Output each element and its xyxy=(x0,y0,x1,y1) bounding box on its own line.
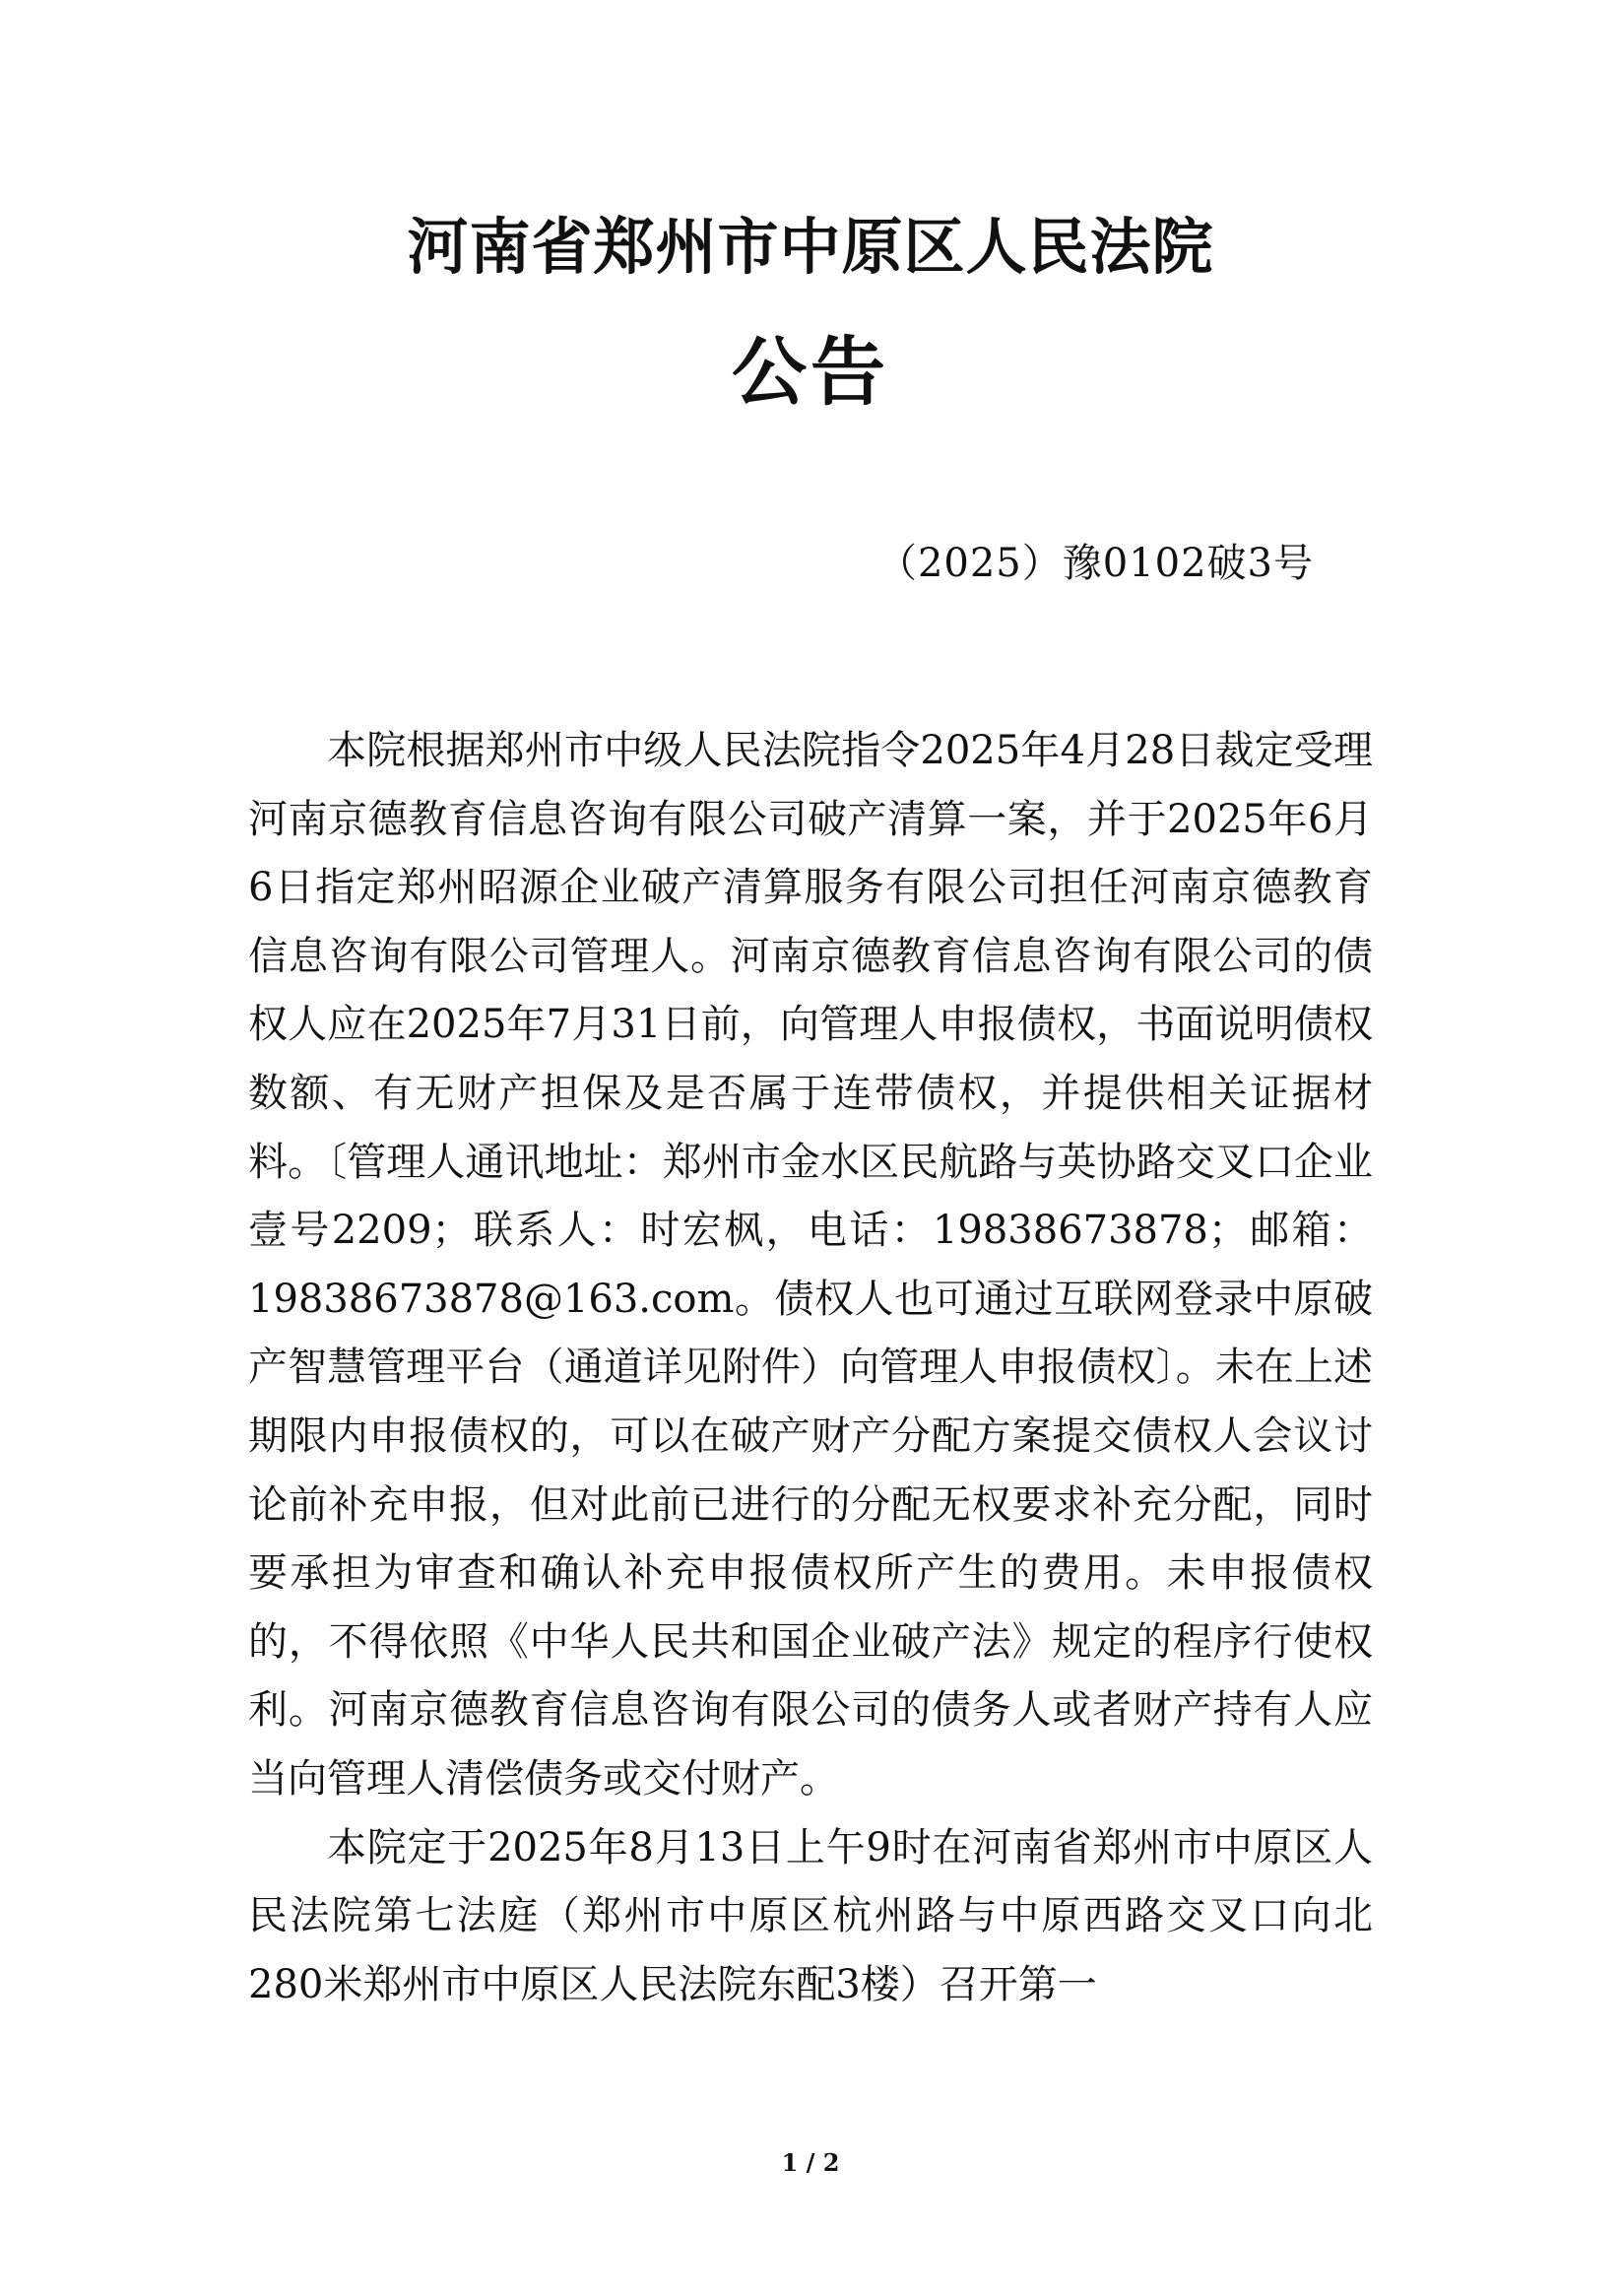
case-number: （2025）豫0102破3号 xyxy=(876,541,1314,586)
announcement-body xyxy=(248,717,1373,2019)
paragraph-claims-filing: 本院根据郑州市中级人民法院指令2025年4月28日裁定受理河南京德教育信息咨询有限公司破产清算一案，并于2025年6月6日指定郑州昭源企业破产清算服务有限公司担任河南京德教育信息咨询有限公司管理人。河南京德教育信息咨询有限公司的债权人应在2025年7月31日前，向管理人申报债权，书面说明债权数额、有无财产担保及是否属于连带债权，并提供相关证据材料。〔管理人通讯地址：郑州市金水区民航路与英协路交叉口企业壹号2209；联系人：时宏枫，电话：19838673878；邮箱：19838673878@163.com。债权人也可通过互联网登录中原破产智慧管理平台（通道详见附件）向管理人申报债权〕。未在上述期限内申报债权的，可以在破产财产分配方案提交债权人会议讨论前补充申报，但对此前已进行的分配无权要求补充分配，同时要承担为审查和确认补充申报债权所产生的费用。未申报债权的，不得依照《中华人民共和国企业破产法》规定的程序行使权利。河南京德教育信息咨询有限公司的债务人或者财产持有人应当向管理人清偿债务或交付财产。 xyxy=(248,728,1373,1802)
court-name-heading: 河南省郑州市中原区人民法院 xyxy=(407,211,1214,283)
paragraph-creditors-meeting: 本院定于2025年8月13日上午9时在河南省郑州市中原区人民法院第七法庭（郑州市中原区杭州路与中原西路交叉口向北280米郑州市中原区人民法院东配3楼）召开第一 xyxy=(248,1824,1373,2007)
document-type-heading: 公告 xyxy=(732,328,889,416)
page-number: 1 / 2 xyxy=(781,2148,840,2177)
